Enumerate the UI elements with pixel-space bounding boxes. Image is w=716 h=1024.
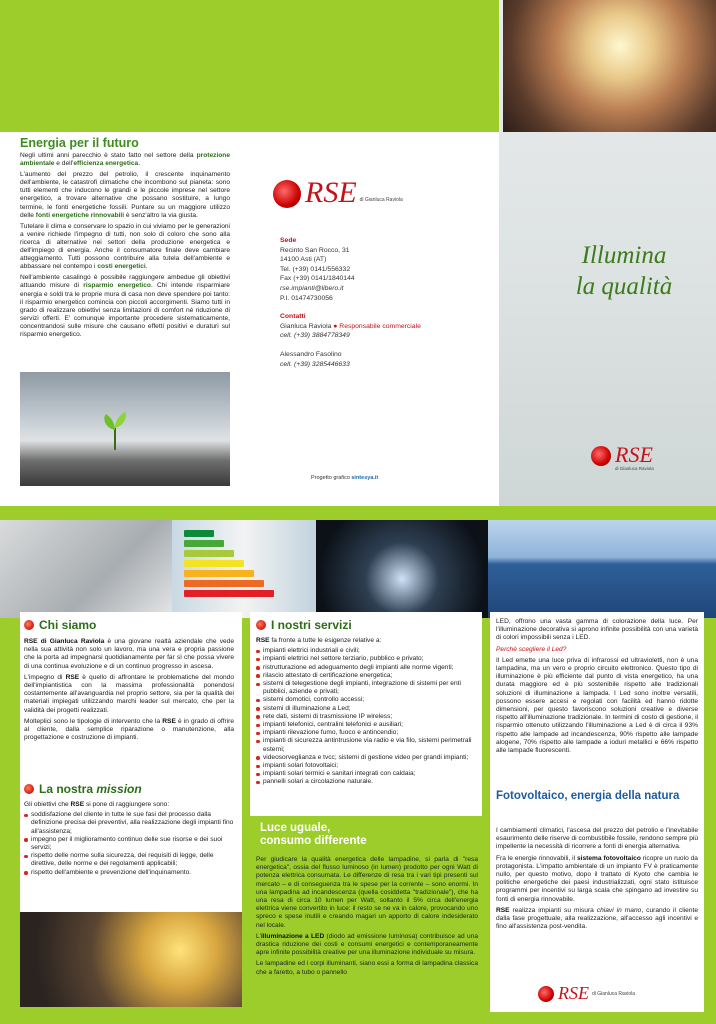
contact-person: Gianluca Raviola ● Responsabile commerciale (280, 322, 421, 330)
list-item: rispetto delle norme sulla sicurezza, dei requisiti di legge, delle direttive, delle norme e dei regolamenti applicabili; (24, 852, 234, 868)
credit-line: Progetto grafico sintesya.it (311, 475, 379, 481)
list-item: rete dati, sistemi di trasmissione IP wireless; (256, 713, 478, 721)
panel-copertina (499, 0, 716, 506)
fotovoltaico-text: I cambiamenti climatici, l'ascesa del prezzo del petrolio e l'inevitabile esaurimento delle riserve di combustibile fossile, rendono sempre più impellente la necessità di ricorrere a fonti di energia alternativa. Fra le energie rinnovabili, il sistema fotovoltaico ricopre un ruolo da protagonista. L'impatto ambientale di un impianto FV è praticamente nullo, per questo motivo, dopo il trattato di Kyoto che cambia le politiche energetiche dei paesi industrializzati, ogni stato istituisce programmi per incentivi su larga scala che spingano ad investire su fonti di energia rinnovabile. RSE realizza impianti su misura chiavi in mano, curando il cliente dalla fase progettuale, alla realizzazione, all'accesso agli incentivi e fino all'assistenza post-vendita. (496, 827, 698, 931)
column-led-fotovoltaico (490, 612, 704, 1012)
list-item: soddisfazione del cliente in tutte le sue fasi del processo dalla definizione precisa dei preventivi, alla realizzazione degli impianti fino all'assistenza; (24, 811, 234, 836)
list-item: impianti telefonici, centralini telefonici e ausiliari; (256, 721, 478, 729)
mission-list (24, 811, 234, 877)
column-chi-siamo (20, 612, 242, 1007)
rse-logo-icon (591, 446, 611, 466)
rse-logo-icon (538, 986, 554, 1002)
tel: Tel. (+39) 0141/556332 (280, 265, 351, 273)
section-title-energia: Energia per il futuro (20, 136, 139, 150)
section-title-luce: Luce uguale, consumo differente (260, 822, 367, 847)
list-item: videosorveglianza e tvcc; sistemi di gestione video per grandi impianti; (256, 754, 478, 762)
electrical-panel-photo (0, 520, 172, 618)
led-question: Perchè scegliere il Led? (496, 645, 567, 653)
section-title-chi-siamo: Chi siamo (24, 618, 234, 632)
contact-cell: cell. (+39) 3285446633 (280, 360, 350, 368)
contact-person: Alessandro Fasolino (280, 350, 342, 358)
sprout-icon (100, 410, 130, 450)
contatti-label: Contatti (280, 313, 306, 321)
list-item: impegno per il miglioramento continuo delle sue risorse e dei suoi servizi; (24, 836, 234, 852)
green-band (243, 0, 499, 132)
list-item: impianti elettrici nel settore terziario, pubblico e privato; (256, 655, 478, 663)
section-title-servizi: I nostri servizi (256, 618, 478, 632)
list-item: rilascio attestato di certificazione energetica; (256, 672, 478, 680)
list-item: impianti solari termici e sanitari integrati con caldaia; (256, 770, 478, 778)
red-dot-icon (24, 784, 34, 794)
column-servizi (250, 612, 482, 1007)
panel-contatti (243, 0, 499, 506)
servizi-intro: RSE fa fronte a tutte le esigenze relative a: (256, 637, 382, 644)
list-item: impianti di sicurezza antintrusione via radio e via filo, sistemi perimetrali esterni; (256, 737, 478, 753)
sede-label: Sede (280, 237, 297, 244)
section-title-fotovoltaico: Fotovoltaico, energia della natura (496, 790, 680, 802)
list-item: ristrutturazione ed adeguamento degli impianti alle norme vigenti; (256, 664, 478, 672)
list-item: rispetto dell'ambiente e prevenzione dell'inquinamento. (24, 869, 234, 877)
led-corridor-photo (316, 520, 488, 618)
luce-text: Per giudicare la qualità energetica delle lampadine, si parla di "resa energetica", ossia del flusso luminoso (in lumen) prodotto per ogni Watt di potenza elettrica consumata. Le differenze di resa tra i vari tipi presenti sul mercato – e di conseguenza tra le spese per la corrente – sono enormi. In una lampadina ad incandescenza (quella cosiddetta "tradizionale"), che ha una resa di circa 10 lumen per Watt, soltanto il 5% circa dell'energia elettrica viene convertito in luce: il resto se ne va in calore, provocando uno spreco e spese inutili e creando magari un apporto di calore indesiderato nel locale. L'illuminazione a LED (diodo ad emissione luminosa) contribuisce ad una drastica riduzione dei costi e consumi energetici e contemporaneamente apre infinite possibilità creative per una illuminazione individuale su misura. Le lampadine ed i corpi illuminanti, siano essi a forma di lampadina classica che a faretto, a tubo o pannello (256, 856, 478, 976)
led-bulb-photo (503, 0, 716, 132)
panel-energia (0, 0, 243, 506)
email-link[interactable]: rse.impianti@libero.it (280, 284, 344, 292)
solar-panels-photo (488, 520, 716, 618)
red-dot-icon (24, 620, 34, 630)
address-line: Recinto San Rocco, 31 (280, 246, 350, 254)
contact-cell: cell. (+39) 3884778349 (280, 332, 350, 340)
rse-logo: RSE di Gianluca Raviola (591, 444, 654, 471)
led-text: LED, offrono una vasta gamma di colorazione della luce. Per l'illuminazione decorativa si aprono infinite possibilità con una varietà di colori impossibili senza i LED. Perchè scegliere il Led? Il Led emette una luce priva di infrarossi ed ultravioletti, non è una lampadina, ma un vero e proprio circuito elettronico. Questo tipo di illuminazione è più efficiente dal punto di vista energetico, ha una durata maggiore ed è più sostenibile rispetto alle tradizionali soluzioni di illuminazione a lampada. I Led sono inoltre versatili, possono essere accesi e regolati con facilità ed hanno ridotte dimensioni, per questo favoriscono soluzioni creative e diverse rispetto all'illuminazione tradizionale. In termini di costo di gestione, il risparmio ottenuto utilizzando l'illuminazione a Led è di circa il 93% rispetto alle lampade ad incandescenza, 90% rispetto alle lampade alogene, 70% rispetto alle lampade a ioduri metallici e 66% rispetto alle lampade fluorescenti. (496, 618, 698, 755)
cover-headline: Illumina la qualità (575, 242, 673, 300)
list-item: sistemi di illuminazione a Led; (256, 705, 478, 713)
fax: Fax (+39) 0141/1840144 (280, 275, 355, 283)
piva: P.I. 01474730056 (280, 294, 333, 302)
rse-logo: RSE di Gianluca Raviola (538, 984, 635, 1002)
energia-text: Negli ultimi anni parecchio è stato fatto nel settore della protezione ambientale e dell'efficienza energetica. L'aumento del prezzo del petrolio, il crescente inquinamento dell'ambiente, le catastrofi climatiche che incombono sul pianeta: sono tutti elementi che inducono le grandi e le piccole imprese nel settore energetico, a trovare alternative che possano sostituire, a lungo termine, le fonti energetiche fossili. Puntare su un maggiore utilizzo delle fonti energetiche rinnovabili è senz'altro la via giusta. Tutelare il clima e conservare lo spazio in cui viviamo per le generazioni a venire richiede l'impegno di tutti, non solo di coloro che sono alla ricerca di alternative nei settori della produzione energetica e dell'impiego di energia. Anche il consumatore finale deve cambiare atteggiamento. Tutti possono contribuire alla tutela dell'ambiente e abbassare nel contempo i costi energetici. Nell'ambiente casalingo è possibile raggiungere ambedue gli obiettivi attuando misure di risparmio energetico. Chi intende risparmiare energia e soldi tra le proprie mura di casa non deve spendere poi tanto: il risparmio energetico comincia con piccoli accorgimenti. Siamo tutti in grado di realizzare obiettivi senza limitazioni di comfort né riduzione di servizi offerti. E' comunque importante procedere sistematicamente, concentrandosi sulle misure che causano effetti positivi e duraturi sul risparmio energetico. (20, 152, 230, 338)
servizi-list (256, 647, 478, 786)
section-title-mission: La nostra mission (24, 782, 234, 796)
red-dot-icon (256, 620, 266, 630)
rse-logo: RSE di Gianluca Raviola (273, 178, 403, 208)
green-band (0, 0, 243, 132)
list-item: impianti rilevazione fumo, fuoco e antincendio; (256, 729, 478, 737)
list-item: impianti solari fotovoltaici; (256, 762, 478, 770)
contact-block (280, 236, 490, 369)
energy-class-photo (172, 520, 316, 618)
list-item: sistemi domotici, controllo accessi; (256, 696, 478, 704)
list-item: impianti elettrici industriali e civili; (256, 647, 478, 655)
chi-siamo-text: RSE di Gianluca Raviola è una giovane realtà aziendale che vede nella sua attività non solo un lavoro, ma una vera e propria passione che la porta ad impegnarsi quotidianamente per far sì che possa vivere di una continua evoluzione e di un continuo progresso in ascesa. L'impegno di RSE è quello di affrontare le problematiche del mondo dell'impiantistica con la massima professionalità ponendosi costantemente all'avanguardia nel proprio settore, sia per la qualità dei materiali impiegati utilizzando marchi leader sul mercato, che per la validità dei progetti realizzati. Molteplici sono le tipologie di intervento che la RSE è in grado di offrire al cliente, dalla semplice riparazione o manutenzione, alla progettazione e costruzione di impianti. (24, 638, 235, 742)
address-line: 14100 Asti (AT) (280, 256, 327, 264)
houses-photo (20, 912, 242, 1007)
mission-intro: Gli obiettivi che RSE si pone di raggiungere sono: (24, 801, 170, 808)
rse-logo-icon (273, 180, 301, 208)
list-item: sistemi di telegestione degli impianti, integrazione di sistemi per enti pubblici, aziende e privati; (256, 680, 478, 696)
list-item: pannelli solari a circolazione naturale. (256, 778, 478, 786)
